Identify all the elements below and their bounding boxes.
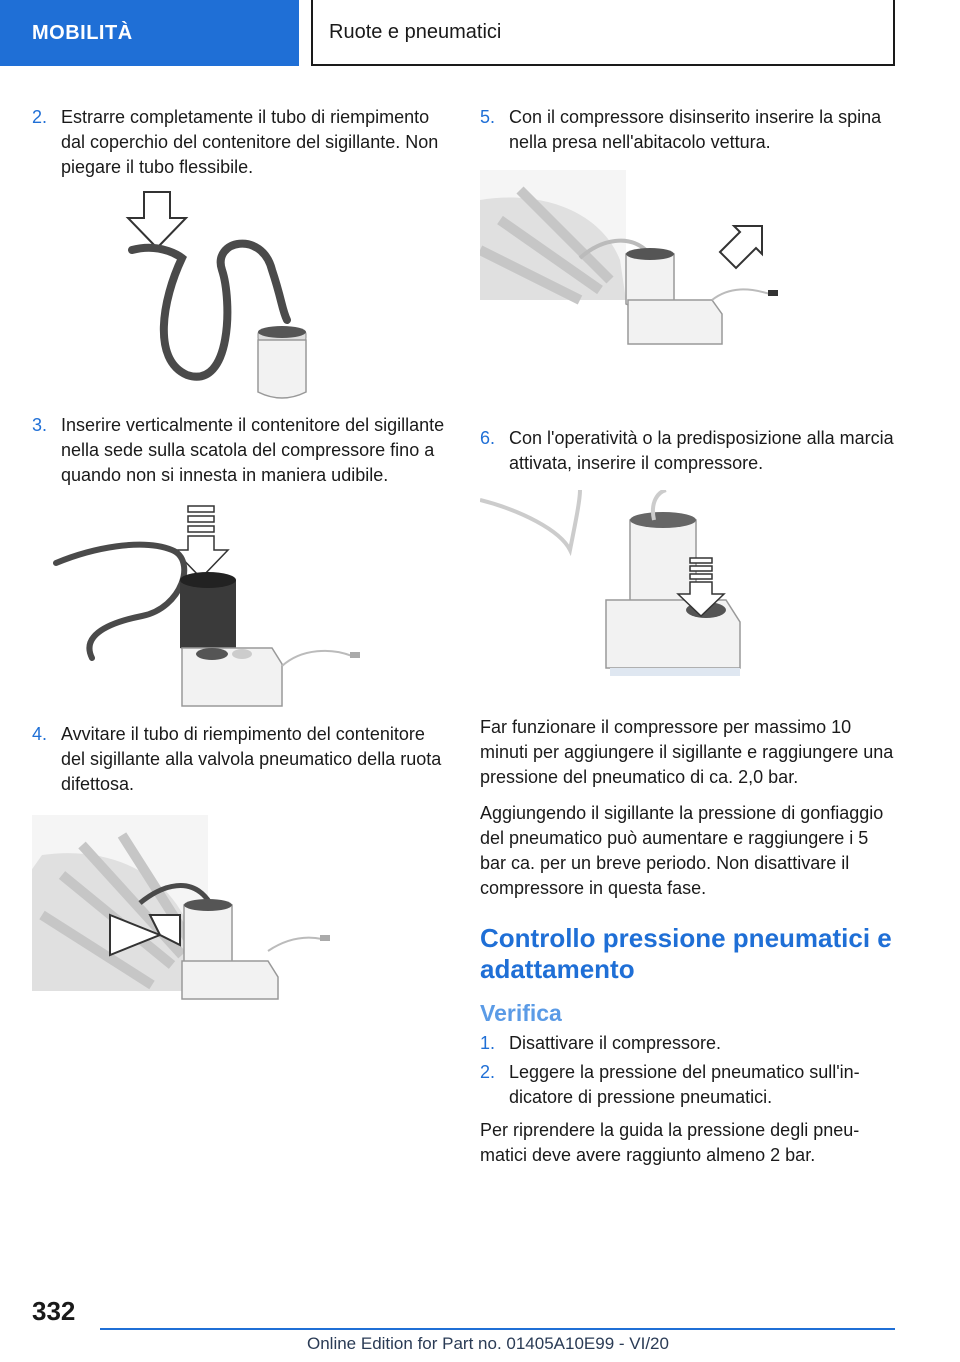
step-text: Disattivare il compressore. bbox=[509, 1033, 722, 1053]
chapter-title: Ruote e pneumatici bbox=[311, 0, 895, 66]
hose-extraction-illustration bbox=[32, 180, 452, 413]
step-number: 5. bbox=[480, 107, 496, 127]
check-step-1 bbox=[480, 1031, 895, 1056]
step-number: 6. bbox=[480, 428, 496, 448]
valve-connection-illustration bbox=[32, 815, 452, 1005]
pressure-note-paragraph: Aggiungendo il sigillante la pressione di gonfiaggio del pneumatico può aumentare e raggiungere i 5 bar ca. per un breve periodo. Non disattivare il compressore in questa fase. bbox=[480, 803, 884, 898]
run-compressor-paragraph: Far funzionare il compressore per massimo 10 minuti per aggiungere il sigillante e raggiungere una pressione del pneumatico di ca. 2,0 bar. bbox=[480, 717, 894, 787]
footer-divider bbox=[100, 1328, 895, 1330]
step-text: Inserire verticalmente il contenitore del sigillante nella sede sulla scatola del compressore fino a quando non si innesta in maniera udibile. bbox=[61, 415, 445, 485]
container-insert-illustration bbox=[32, 488, 452, 722]
step-2 bbox=[32, 105, 452, 180]
check-step-2 bbox=[480, 1060, 895, 1110]
step-5 bbox=[480, 105, 895, 155]
edition-footer: Online Edition for Part no. 01405A10E99 - VI/20 bbox=[307, 1334, 669, 1353]
step-number: 1. bbox=[480, 1033, 496, 1053]
step-number: 3. bbox=[32, 415, 48, 435]
right-column bbox=[480, 105, 895, 1179]
step-4 bbox=[32, 722, 452, 797]
step-number: 4. bbox=[32, 724, 48, 744]
left-column bbox=[32, 105, 452, 1005]
subsection-heading: Verifica bbox=[480, 1000, 562, 1026]
step-text: Avvitare il tubo di riempimento del contenitore del sigillante alla valvola pneumatico della ruota difettosa. bbox=[61, 724, 442, 794]
step-number: 2. bbox=[32, 107, 48, 127]
section-heading: Controllo pressione pneumatici e adattamento bbox=[480, 923, 892, 984]
step-text: Con l'operatività o la predisposizione alla marcia attivata, inserire il compressore. bbox=[509, 428, 894, 473]
compressor-on-illustration bbox=[480, 490, 895, 715]
step-3 bbox=[32, 413, 452, 488]
plug-insert-illustration bbox=[480, 170, 895, 426]
step-text: Con il compressore disinserito inserire la spina nella presa nell'abitacolo vettura. bbox=[509, 107, 882, 152]
section-tab: MOBILITÀ bbox=[0, 0, 299, 66]
step-number: 2. bbox=[480, 1062, 496, 1082]
minimum-pressure-paragraph: Per riprendere la guida la pressione degli pneumatici deve avere raggiunto almeno 2 bar. bbox=[480, 1120, 860, 1165]
step-text: Leggere la pressione del pneumatico sull'indicatore di pressione pneumatici. bbox=[509, 1062, 860, 1107]
step-6 bbox=[480, 426, 895, 476]
step-text: Estrarre completamente il tubo di riempimento dal coperchio del contenitore del sigillante. Non piegare il tubo flessibile. bbox=[61, 107, 439, 177]
page-number: 332 bbox=[32, 1296, 76, 1326]
